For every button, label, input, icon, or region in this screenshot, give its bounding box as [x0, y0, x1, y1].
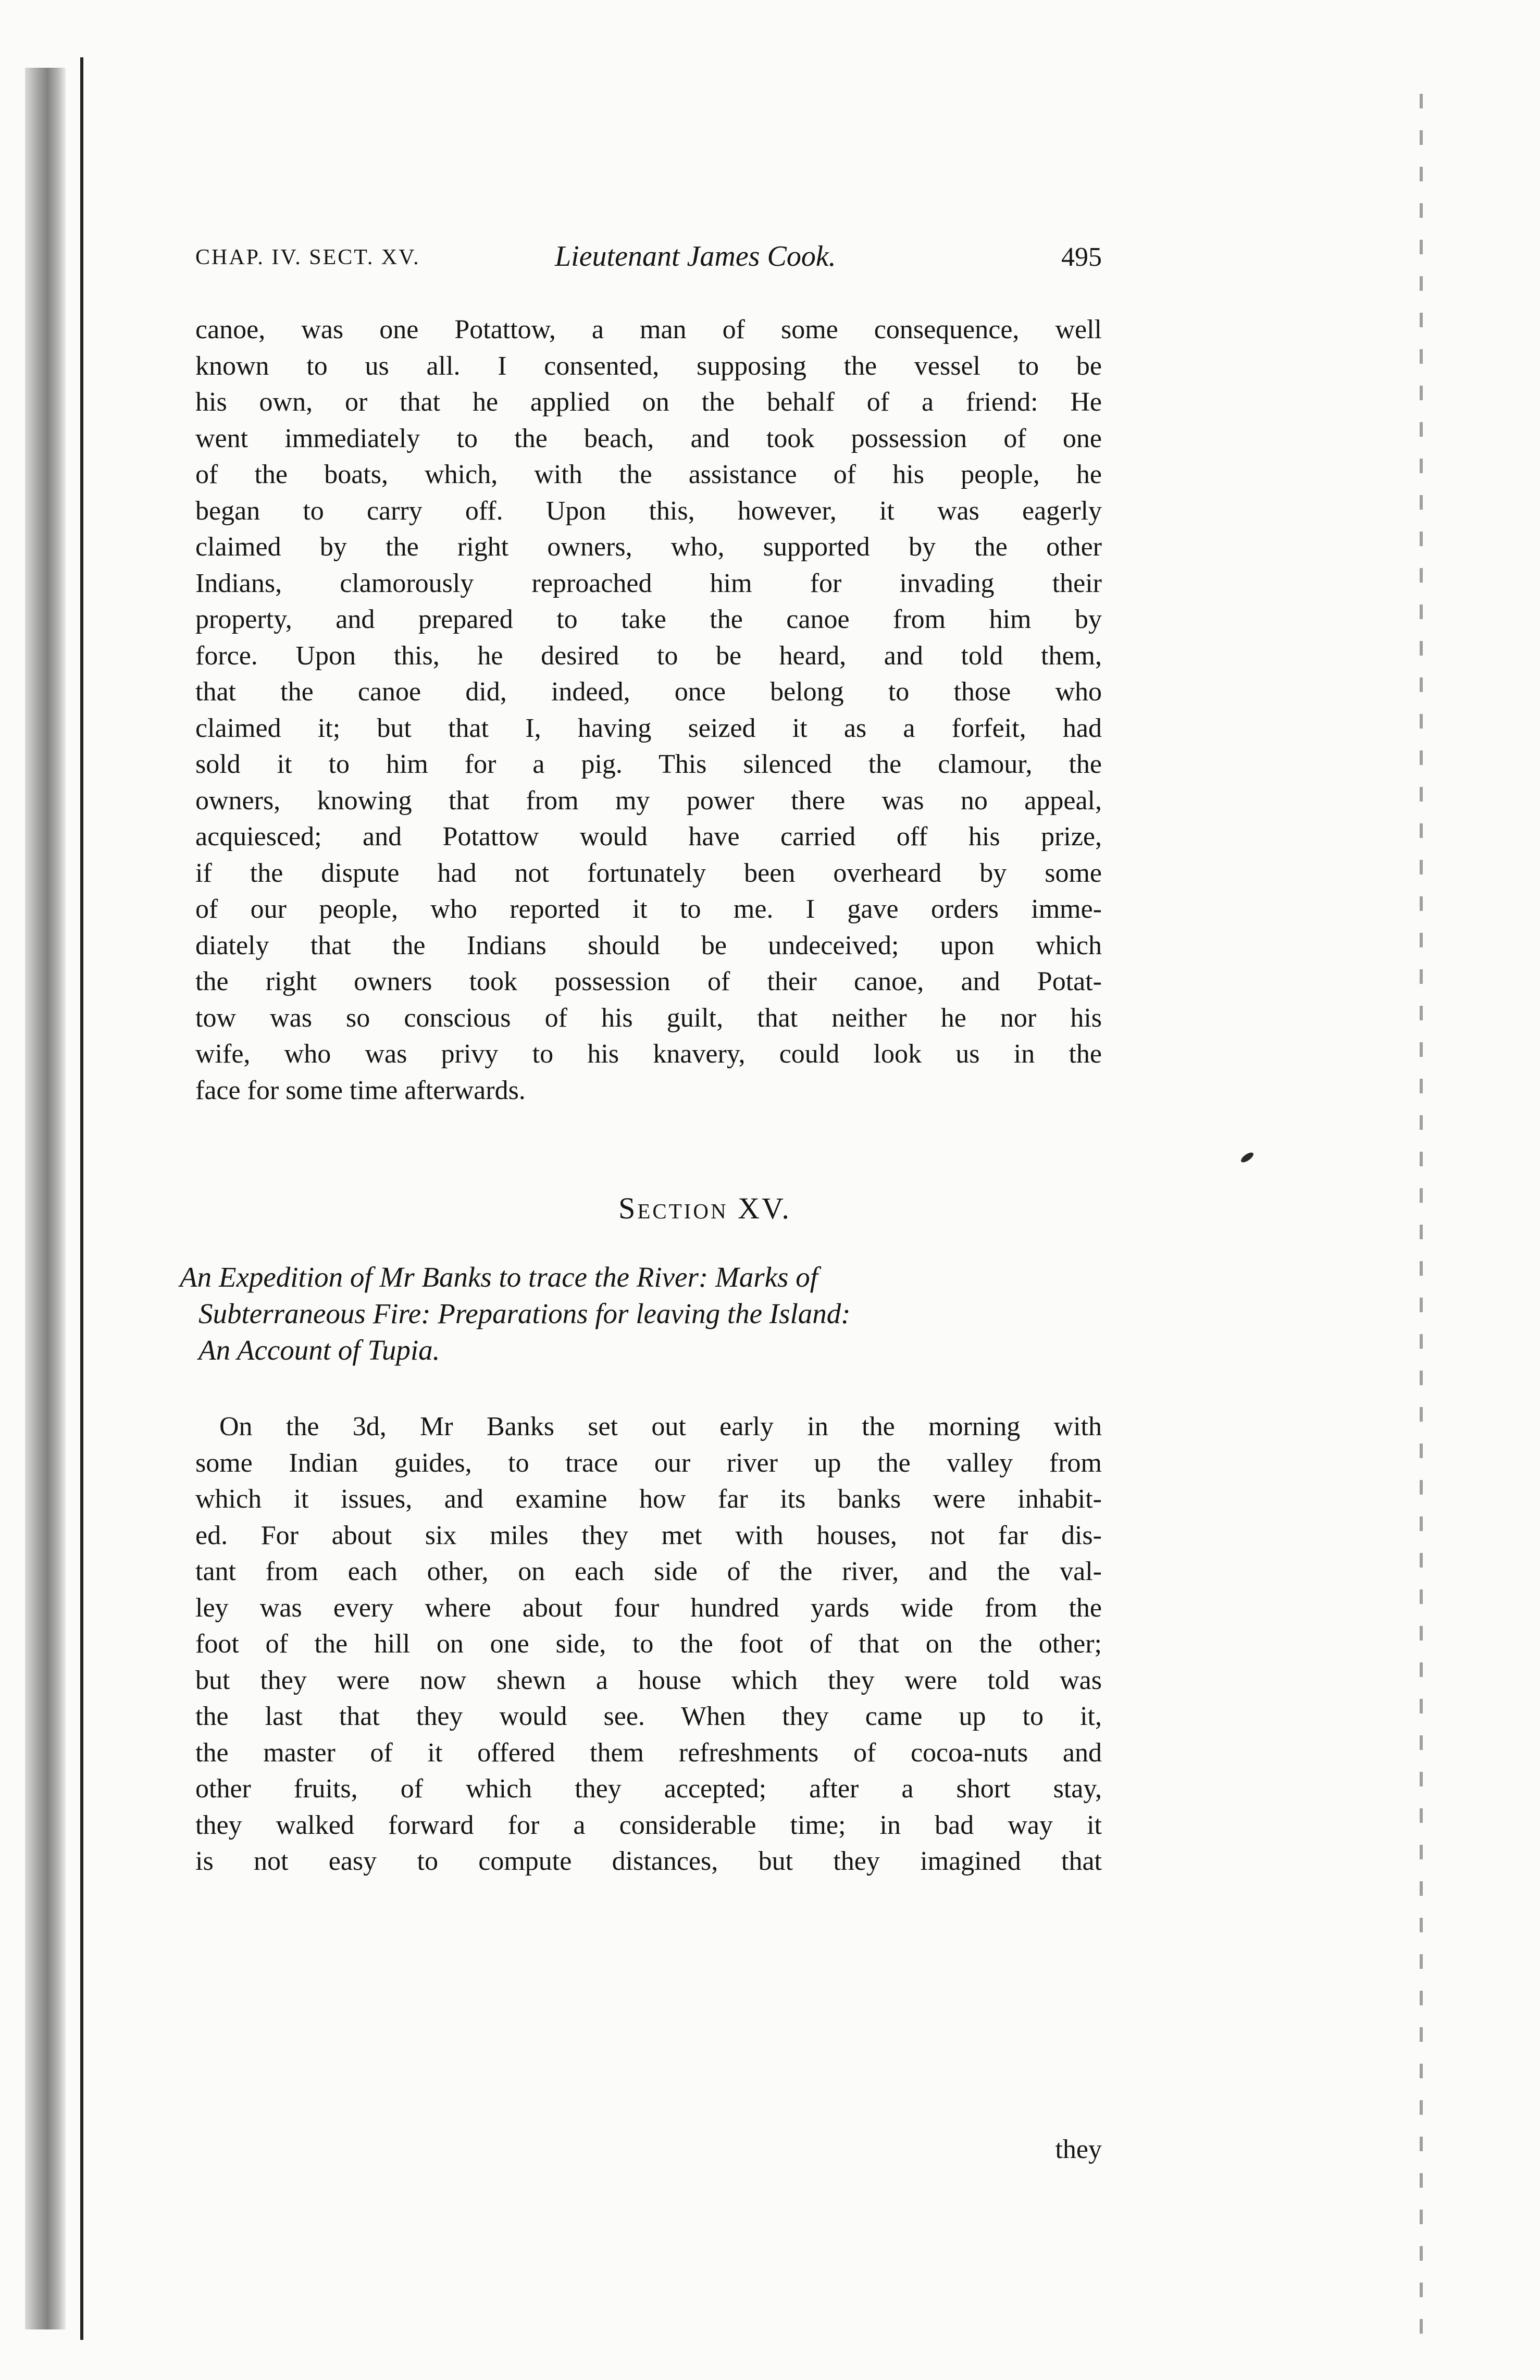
text-line: sold it to him for a pig. This silenced the clamour, the [195, 749, 1102, 779]
text-line: force. Upon this, he desired to be heard, and told them, [195, 640, 1102, 671]
text-line: ed. For about six miles they met with houses, not far dis- [195, 1520, 1102, 1550]
text-line: but they were now shewn a house which they were told was [195, 1665, 1102, 1695]
text-line: On the 3d, Mr Banks set out early in the morning with [219, 1412, 1102, 1441]
page-number: 495 [1061, 242, 1102, 272]
text-line: face for some time afterwards. [195, 1075, 526, 1105]
text-line: tow was so conscious of his guilt, that neither he nor his [195, 1003, 1102, 1033]
text-line: tant from each other, on each side of the river, and the val- [195, 1557, 1102, 1586]
text-line: other fruits, of which they accepted; after a short stay, [195, 1774, 1102, 1804]
section-summary [180, 1259, 1107, 1368]
text-line: wife, who was privy to his knavery, could look us in the [195, 1039, 1102, 1069]
page-header [195, 240, 1102, 281]
text-line: diately that the Indians should be undeceived; upon which [195, 930, 1102, 960]
summary-line: An Account of Tupia. [198, 1334, 440, 1366]
text-line: the last that they would see. When they came up to it, [195, 1701, 1102, 1731]
text-line: foot of the hill on one side, to the foot of that on the other; [195, 1629, 1102, 1659]
text-line: his own, or that he applied on the behalf of a friend: He [195, 387, 1102, 417]
text-line: of the boats, which, with the assistance of his people, he [195, 460, 1102, 489]
section-heading [0, 1191, 1540, 1226]
text-line: went immediately to the beach, and took possession of one [195, 423, 1102, 453]
text-line: they walked forward for a considerable time; in bad way it [195, 1810, 1102, 1840]
catchword: they [1055, 2135, 1102, 2164]
text-line: which it issues, and examine how far its banks were inhabit- [195, 1484, 1102, 1514]
text-line: ley was every where about four hundred yards wide from the [195, 1593, 1102, 1623]
text-line: Indians, clamorously reproached him for invading their [195, 568, 1102, 598]
text-line: claimed it; but that I, having seized it as a forfeit, had [195, 713, 1102, 743]
text-line: the right owners took possession of their canoe, and Potat- [195, 967, 1102, 996]
text-line: property, and prepared to take the canoe from him by [195, 605, 1102, 634]
ink-smudge [1239, 1151, 1255, 1164]
text-line: claimed by the right owners, who, supported by the other [195, 532, 1102, 562]
running-head: CHAP. IV. SECT. XV. [195, 245, 420, 269]
text-line: canoe, was one Potattow, a man of some consequence, well [195, 315, 1102, 344]
text-line: some Indian guides, to trace our river up the valley from [195, 1448, 1102, 1478]
text-line: the master of it offered them refreshments of cocoa-nuts and [195, 1737, 1102, 1768]
text-line: began to carry off. Upon this, however, it was eagerly [195, 496, 1102, 526]
text-line: is not easy to compute distances, but they imagined that [195, 1846, 1102, 1876]
paragraph-body [195, 1409, 1102, 1880]
summary-line: An Expedition of Mr Banks to trace the River: Marks of [180, 1261, 818, 1293]
text-line: if the dispute had not fortunately been overheard by some [195, 858, 1102, 888]
summary-line: Subterraneous Fire: Preparations for leaving the Island: [198, 1298, 851, 1329]
text-line: that the canoe did, indeed, once belong to those who [195, 677, 1102, 707]
text-line: known to us all. I consented, supposing the vessel to be [195, 351, 1102, 381]
text-line: of our people, who reported it to me. I gave orders imme- [195, 894, 1102, 924]
text-line: owners, knowing that from my power there was no appeal, [195, 785, 1102, 816]
running-title: Lieutenant James Cook. [555, 240, 836, 273]
text-line: acquiesced; and Potattow would have carried off his prize, [195, 822, 1102, 852]
section-heading-text: Section XV. [618, 1191, 791, 1225]
paragraph-continued [195, 312, 1102, 1108]
